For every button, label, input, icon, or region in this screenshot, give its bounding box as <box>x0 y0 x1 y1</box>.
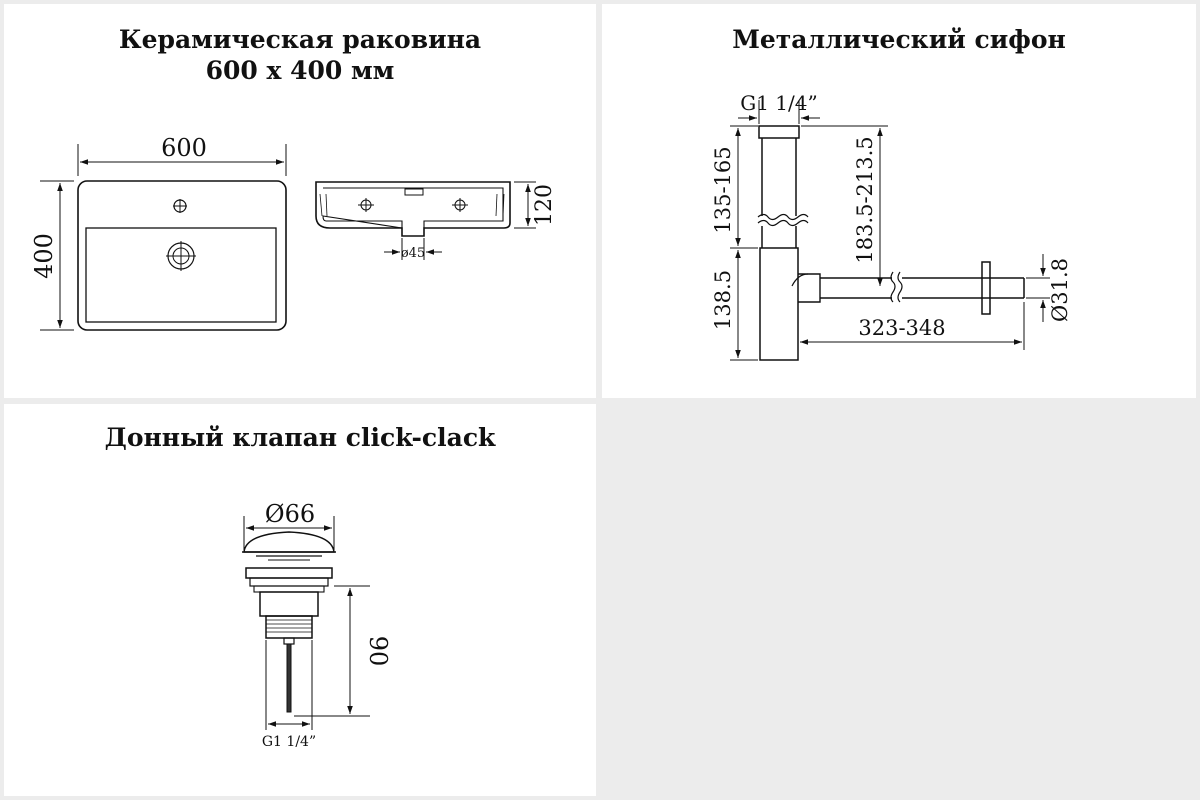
upper-label: 135-165 <box>711 146 735 234</box>
empty-panel <box>602 404 1196 796</box>
valve-drawing <box>4 404 596 796</box>
sink-drawing <box>4 4 596 398</box>
total-label: 183.5-213.5 <box>853 136 877 264</box>
sink-panel <box>4 4 596 398</box>
siphon-wall-flange <box>982 262 990 314</box>
valve-title: Донный клапан click-clack <box>104 423 496 452</box>
pipe-label: Ø31.8 <box>1048 258 1072 322</box>
height-label: 120 <box>532 184 557 226</box>
thread-label: G1 1/4” <box>740 91 818 115</box>
lower-label: 138.5 <box>711 269 735 331</box>
valve-cap <box>244 532 334 552</box>
height-label: 90 <box>364 635 392 667</box>
length-label: 323-348 <box>858 316 946 340</box>
drain-label: ø45 <box>400 246 426 261</box>
overflow-slot <box>405 189 423 195</box>
valve-stem <box>287 644 291 712</box>
valve-flange <box>246 568 332 578</box>
siphon-top-nut <box>759 126 799 138</box>
siphon-drawing <box>602 4 1196 398</box>
cap-label: Ø66 <box>264 500 316 528</box>
valve-panel <box>4 404 596 796</box>
valve-body <box>260 592 318 616</box>
sink-title-line2: 600 x 400 мм <box>205 56 395 85</box>
siphon-bottle <box>760 248 798 360</box>
thread-label: G1 1/4” <box>261 734 317 750</box>
sink-side-outline <box>316 182 510 236</box>
width-label: 600 <box>161 134 207 162</box>
sink-title-line1: Керамическая раковина <box>118 25 482 54</box>
valve-thread <box>266 616 312 638</box>
siphon-title: Металлический сифон <box>732 25 1066 54</box>
depth-label: 400 <box>30 233 58 279</box>
siphon-panel <box>602 4 1196 398</box>
